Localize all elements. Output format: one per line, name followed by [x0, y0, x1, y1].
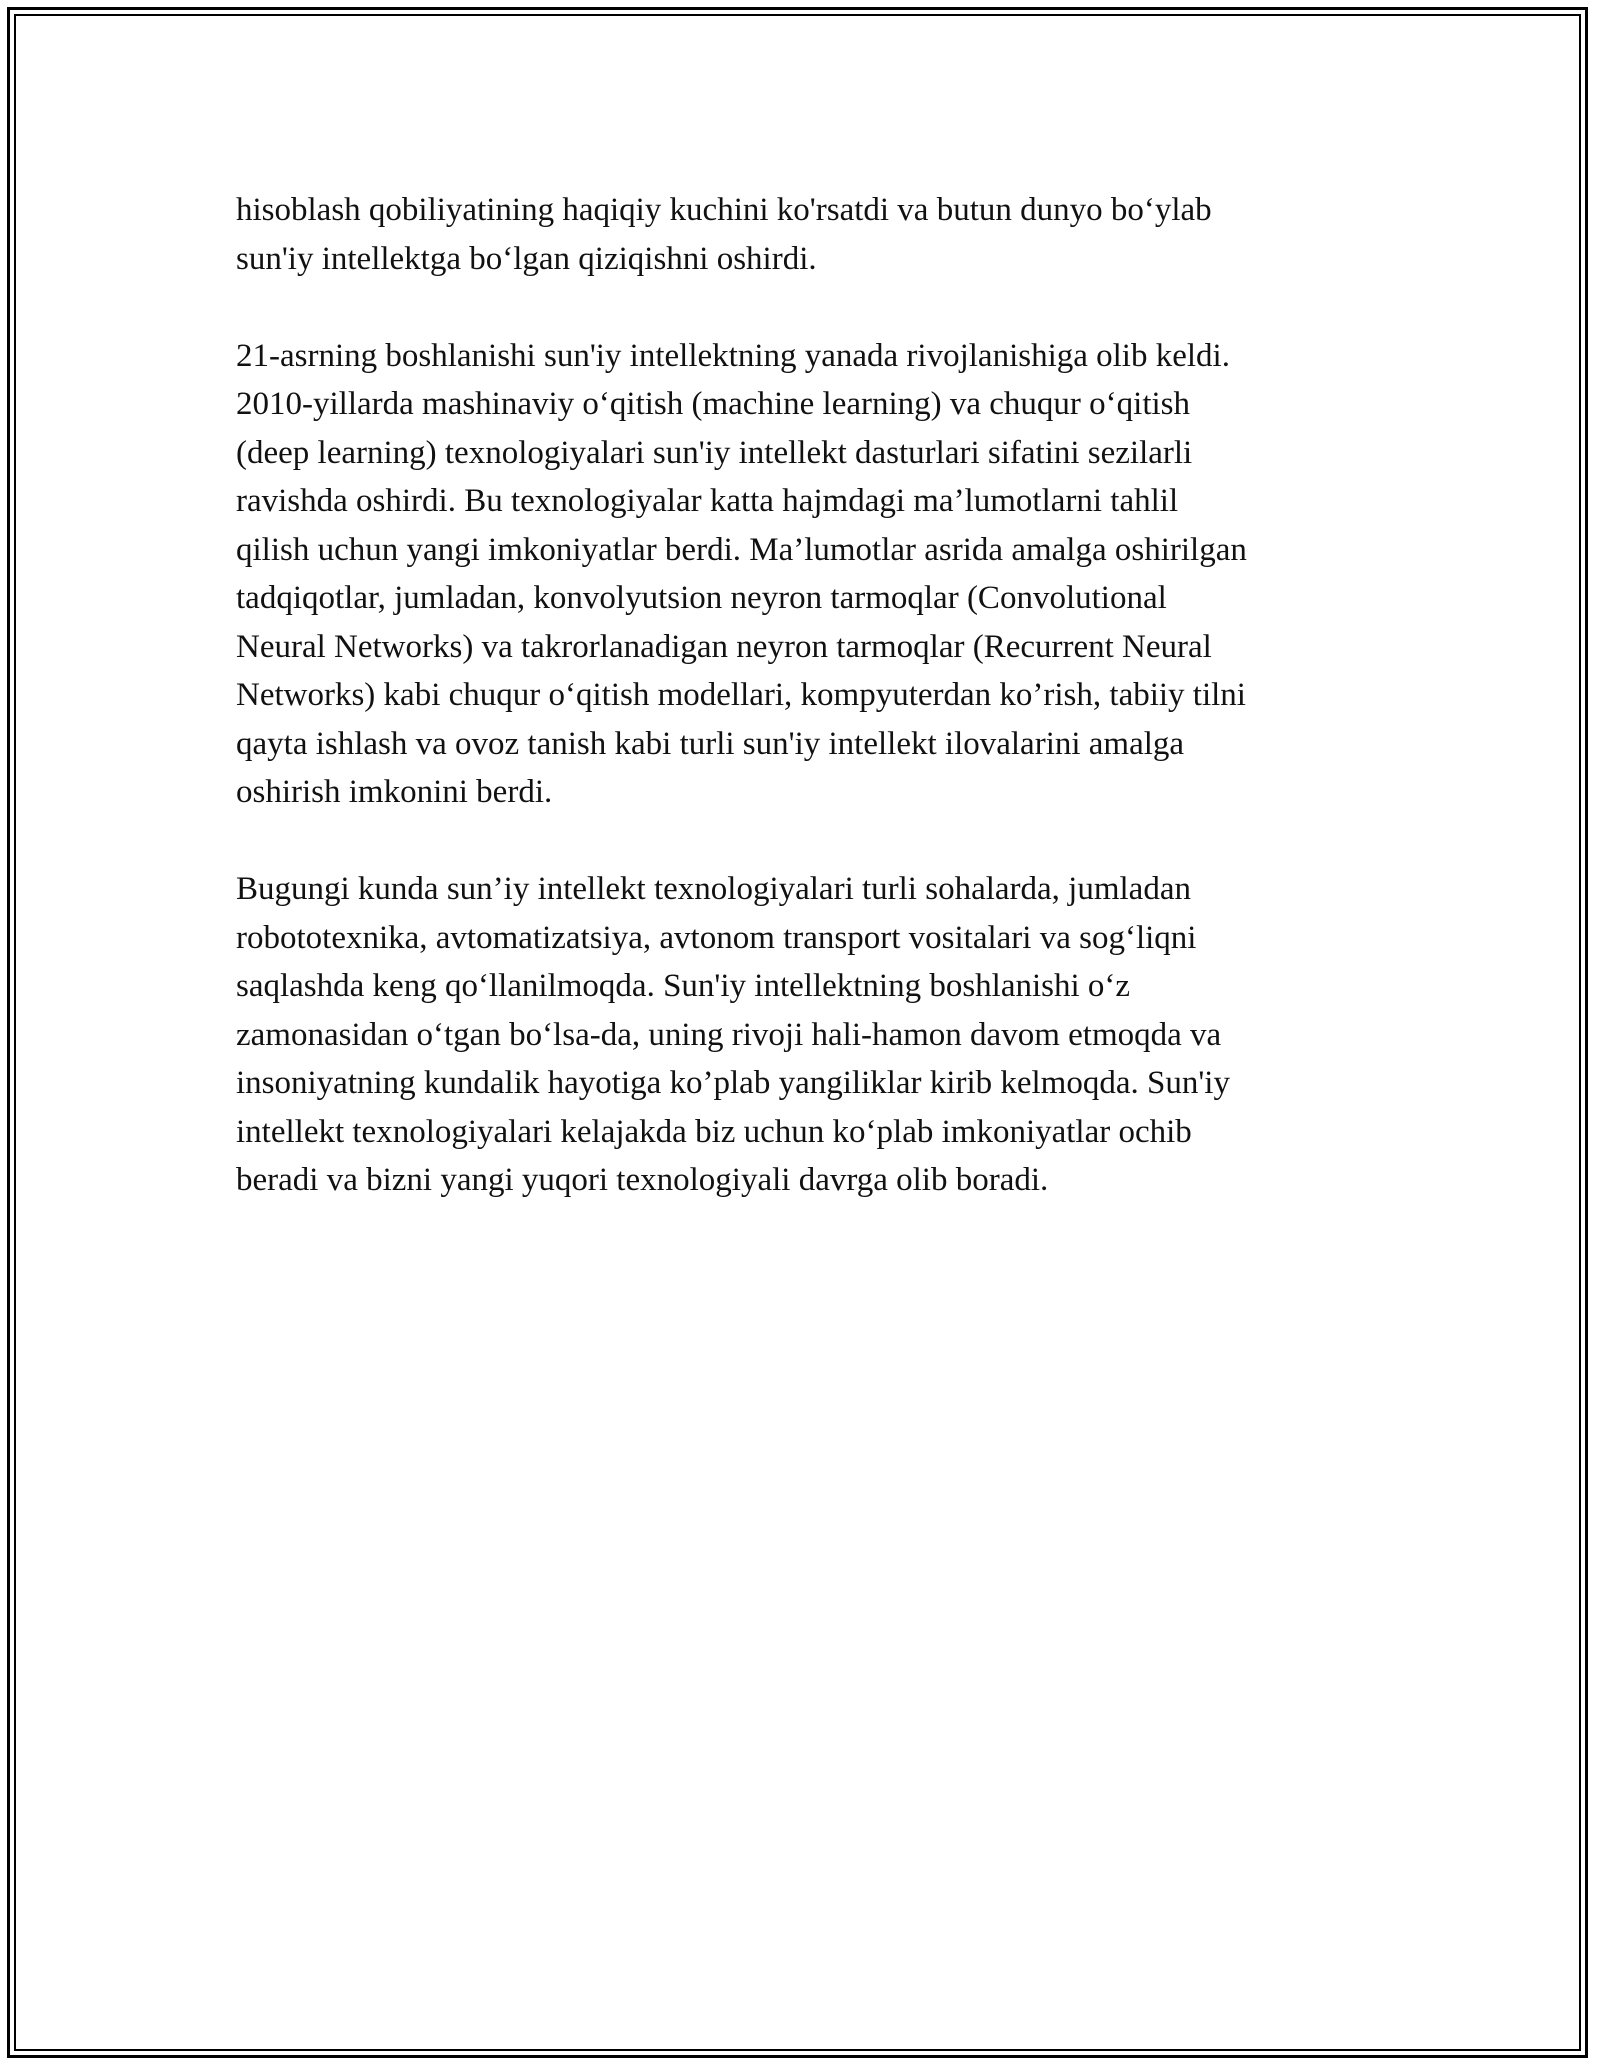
paragraph-1: hisoblash qobiliyatining haqiqiy kuchini ko'rsatdi va butun dunyo bo‘ylab sun'iy intellektga bo‘lgan qiziqishni oshirdi. — [236, 192, 1212, 277]
paragraph-3: Bugungi kunda sun’iy intellekt texnologiyalari turli sohalarda, jumladan robototexnika, avtomatizatsiya, avtonom transport vositalari va sog‘liqni saqlashda keng qo‘llanilmoqda. Sun'iy intellektning boshlanishi o‘z zamonasidan o‘tgan bo‘lsa-da, uning rivoji hali-hamon davom etmoqda va insoniyatning kundalik hayotiga ko’plab yangiliklar kirib kelmoqda. Sun'iy intellekt texnologiyalari kelajakda biz uchun ko‘plab imkoniyatlar ochib beradi va bizni yangi yuqori texnologiyali davrga olib boradi. — [236, 871, 1230, 1198]
document-body — [236, 186, 1386, 1205]
paragraph-2: 21-asrning boshlanishi sun'iy intellektning yanada rivojlanishiga olib keldi. 2010-yillarda mashinaviy o‘qitish (machine learning) va chuqur o‘qitish (deep learning) texnologiyalari sun'iy intellekt dasturlari sifatini sezilarli ravishda oshirdi. Bu texnologiyalar katta hajmdagi ma’lumotlarni tahlil qilish uchun yangi imkoniyatlar berdi. Ma’lumotlar asrida amalga oshirilgan tadqiqotlar, jumladan, konvolyutsion neyron tarmoqlar (Convolutional Neural Networks) va takrorlanadigan neyron tarmoqlar (Recurrent Neural Networks) kabi chuqur o‘qitish modellari, kompyuterdan ko’rish, tabiiy tilni qayta ishlash va ovoz tanish kabi turli sun'iy intellekt ilovalarini amalga oshirish imkonini berdi. — [236, 337, 1247, 810]
